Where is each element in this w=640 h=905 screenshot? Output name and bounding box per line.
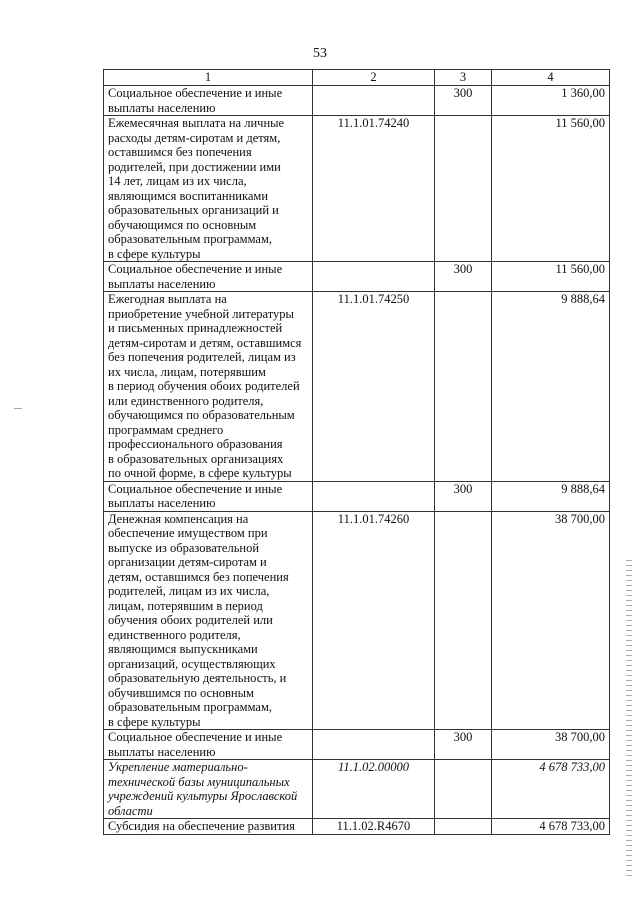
header-cell: 1 xyxy=(104,70,313,86)
code-cell xyxy=(313,730,435,760)
name-cell: Социальное обеспечение и иные выплаты населению xyxy=(104,86,313,116)
sum-cell: 1 360,00 xyxy=(492,86,610,116)
header-cell: 2 xyxy=(313,70,435,86)
type-cell xyxy=(435,819,492,835)
table-row xyxy=(104,292,610,482)
name-cell: Социальное обеспечение и иные выплаты населению xyxy=(104,262,313,292)
sum-cell: 4 678 733,00 xyxy=(492,760,610,819)
type-cell: 300 xyxy=(435,481,492,511)
sum-cell: 9 888,64 xyxy=(492,292,610,482)
table-row xyxy=(104,760,610,819)
type-cell: 300 xyxy=(435,262,492,292)
sum-cell: 11 560,00 xyxy=(492,262,610,292)
sum-cell: 11 560,00 xyxy=(492,116,610,262)
sum-cell: 38 700,00 xyxy=(492,730,610,760)
code-cell: 11.1.02.00000 xyxy=(313,760,435,819)
table-row xyxy=(104,481,610,511)
code-cell: 11.1.01.74250 xyxy=(313,292,435,482)
name-cell: Ежегодная выплата на приобретение учебной литературы и письменных принадлежностей детям-сиротам и детям, оставшимся без попечения родителей, лицам из их числа, лицам, потерявшим в период обучения обоих родителей или единственного родителя, обучающимся по образовательным программам среднего профессионального образования в образовательных организациях по очной форме, в сфере культуры xyxy=(104,292,313,482)
code-cell: 11.1.01.74260 xyxy=(313,511,435,730)
header-cell: 4 xyxy=(492,70,610,86)
type-cell xyxy=(435,760,492,819)
sum-cell: 38 700,00 xyxy=(492,511,610,730)
code-cell: 11.1.01.74240 xyxy=(313,116,435,262)
code-cell: 11.1.02.R4670 xyxy=(313,819,435,835)
table-row xyxy=(104,86,610,116)
name-cell: Ежемесячная выплата на личные расходы детям-сиротам и детям, оставшимся без попечения родителей, при достижении ими 14 лет, лицам из их числа, являющимся воспитанниками образовательных организаций и обучающимся по основным образовательным программам, в сфере культуры xyxy=(104,116,313,262)
code-cell xyxy=(313,481,435,511)
table-header-row xyxy=(104,70,610,86)
type-cell xyxy=(435,116,492,262)
name-cell: Социальное обеспечение и иные выплаты населению xyxy=(104,481,313,511)
table-row xyxy=(104,819,610,835)
type-cell: 300 xyxy=(435,86,492,116)
type-cell xyxy=(435,511,492,730)
budget-table xyxy=(103,69,610,835)
name-cell: Укрепление материально- технической базы муниципальных учреждений культуры Ярославской области xyxy=(104,760,313,819)
table-row xyxy=(104,511,610,730)
type-cell xyxy=(435,292,492,482)
sum-cell: 9 888,64 xyxy=(492,481,610,511)
code-cell xyxy=(313,86,435,116)
name-cell: Субсидия на обеспечение развития xyxy=(104,819,313,835)
page-number: 53 xyxy=(313,46,327,61)
type-cell: 300 xyxy=(435,730,492,760)
table-row xyxy=(104,730,610,760)
code-cell xyxy=(313,262,435,292)
table-row xyxy=(104,262,610,292)
header-cell: 3 xyxy=(435,70,492,86)
scan-margin-mark xyxy=(14,408,22,409)
table-row xyxy=(104,116,610,262)
sum-cell: 4 678 733,00 xyxy=(492,819,610,835)
scan-edge-marks xyxy=(626,560,632,880)
name-cell: Социальное обеспечение и иные выплаты населению xyxy=(104,730,313,760)
name-cell: Денежная компенсация на обеспечение имуществом при выпуске из образовательной организации детям-сиротам и детям, оставшимся без попечения родителей, лицам из их числа, лицам, потерявшим в период обучения обоих родителей или единственного родителя, являющимся выпускниками организаций, осуществляющих образовательную деятельность, и обучившимся по основным образовательным программам, в сфере культуры xyxy=(104,511,313,730)
